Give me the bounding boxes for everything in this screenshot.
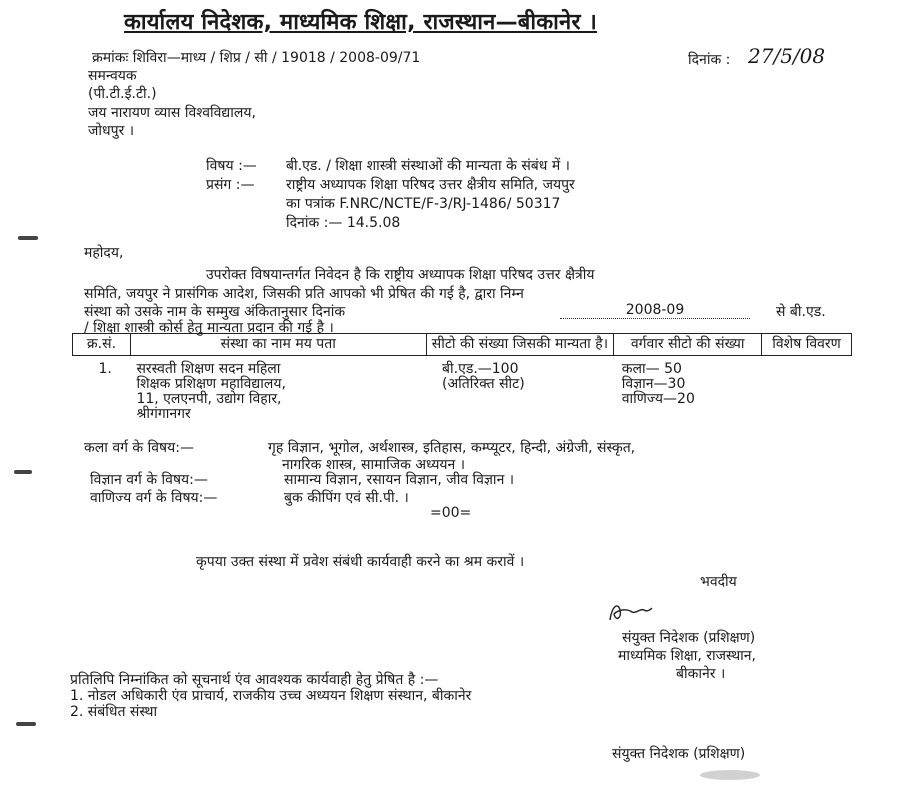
institution-table [72,333,852,424]
page-title: कार्यालय निदेशक, माध्यमिक शिक्षा, राजस्थान—बीकानेर । [124,10,598,35]
closing: भवदीय [700,574,737,590]
table-row [73,356,852,425]
seats-line: बी.एड.—100 [442,361,519,377]
request-text: कृपया उक्त संस्था में प्रवेश संबंधी कार्यवाही करने का श्रम करावें । [196,554,525,570]
body-line-4: / शिक्षा शास्त्री कोर्स हेतु मान्यता प्रदान की गई है । [84,320,334,336]
end-mark: =00= [430,505,472,521]
institution-line: शिक्षक प्रशिक्षण महाविद्यालय, [136,376,286,392]
salutation: महोदय, [84,245,124,261]
scan-smudge [700,770,760,780]
institution-line: श्रीगंगानगर [136,406,191,422]
row-category-seats [614,356,762,425]
addressee-line-1: समन्वयक [88,68,137,84]
header-institution: संस्था का नाम मय पता [130,334,426,356]
science-subjects-label: विज्ञान वर्ग के विषय:— [90,472,208,488]
header-category-seats: वर्गवार सीटो की संख्या [614,334,762,356]
date-label: दिनांक : [688,52,731,68]
row-seats [426,356,614,425]
header-serial: क्र.सं. [73,334,131,356]
arts-subjects-line-1: गृह विज्ञान, भूगोल, अर्थशास्त्र, इतिहास, कम्प्यूटर, हिन्दी, अंग्रेजी, संस्कृत, [268,440,636,456]
body-line-1: उपरोक्त विषयान्तर्गत निवेदन है कि राष्ट्रीय अध्यापक शिक्षा परिषद उत्तर क्षैत्रीय [206,267,595,283]
signature-mark [606,600,654,626]
institution-line: 11, एलएनपी, उद्योग विहार, [136,391,282,407]
reference-context-line-3: दिनांक :— 14.5.08 [286,215,401,231]
header-remarks: विशेष विवरण [762,334,852,356]
body-line-3-start: संस्था को उसके नाम के सम्मुख अंकितानुसार दिनांक [84,304,346,320]
science-subjects-text: सामान्य विज्ञान, रसायन विज्ञान, जीव विज्ञान । [284,472,515,488]
category-seat-line: कला— 50 [621,361,682,377]
commerce-subjects-label: वाणिज्य वर्ग के विषय:— [90,490,218,506]
copy-item-2: 2. संबंधित संस्था [70,704,158,720]
handwritten-date: 27/5/08 [748,44,826,68]
row-serial: 1. [98,361,112,377]
reference-context-label: प्रसंग :— [206,177,255,193]
signatory-line-3: बीकानेर । [676,666,726,682]
body-line-3-end: से बी.एड. [776,304,826,320]
category-seat-line: विज्ञान—30 [621,376,686,392]
addressee-line-3: जय नारायण व्यास विश्वविद्यालय, [88,105,256,121]
reference-context-line-1: राष्ट्रीय अध्यापक शिक्षा परिषद उत्तर क्षैत्रीय समिति, जयपुर [286,177,575,193]
seats-line: (अतिरिक्त सीट) [442,376,525,392]
commerce-subjects-text: बुक कीपिंग एवं सी.पी. । [284,490,409,506]
signatory-line-1: संयुक्त निदेशक (प्रशिक्षण) [622,630,756,646]
footer-signatory: संयुक्त निदेशक (प्रशिक्षण) [612,746,746,762]
copy-item-1: 1. नोडल अधिकारी एंव प्राचार्य, राजकीय उच्च अध्ययन शिक्षण संस्थान, बीकानेर [70,688,472,704]
row-remarks [762,356,852,425]
body-line-2: समिति, जयपुर ने प्रासंगिक आदेश, जिसकी प्रति आपको भी प्रेषित की गई है, द्वारा निम्न [84,286,524,302]
addressee-line-4: जोधपुर । [88,123,135,139]
scan-mark [18,236,38,240]
body-date-fill: 2008-09 [560,302,750,319]
scan-mark [14,470,32,474]
arts-subjects-line-2: नागरिक शास्त्र, सामाजिक अध्ययन । [282,457,466,473]
row-institution [130,356,426,425]
arts-subjects-label: कला वर्ग के विषय:— [84,440,194,456]
addressee-line-2: (पी.टी.ई.टी.) [88,86,157,102]
signatory-line-2: माध्यमिक शिक्षा, राजस्थान, [618,648,756,664]
institution-line: सरस्वती शिक्षण सदन महिला [136,361,281,377]
copy-intro: प्रतिलिपि निम्नांकित को सूचनार्थ एंव आवश्यक कार्यवाही हेतु प्रेषित है :— [70,672,439,688]
category-seat-line: वाणिज्य—20 [621,391,695,407]
scan-mark [16,722,36,726]
subject-text: बी.एड. / शिक्षा शास्त्री संस्थाओं की मान्यता के संबंध में । [286,158,570,174]
reference-context-line-2: का पत्रांक F.NRC/NCTE/F-3/RJ-1486/ 50317 [286,196,561,212]
header-seats: सीटो की संख्या जिसकी मान्यता है। [426,334,614,356]
reference-number: क्रमांकः शिविरा—माध्य / शिप्र / सी / 19018 / 2008-09/71 [92,50,421,66]
subject-label: विषय :— [206,158,257,174]
